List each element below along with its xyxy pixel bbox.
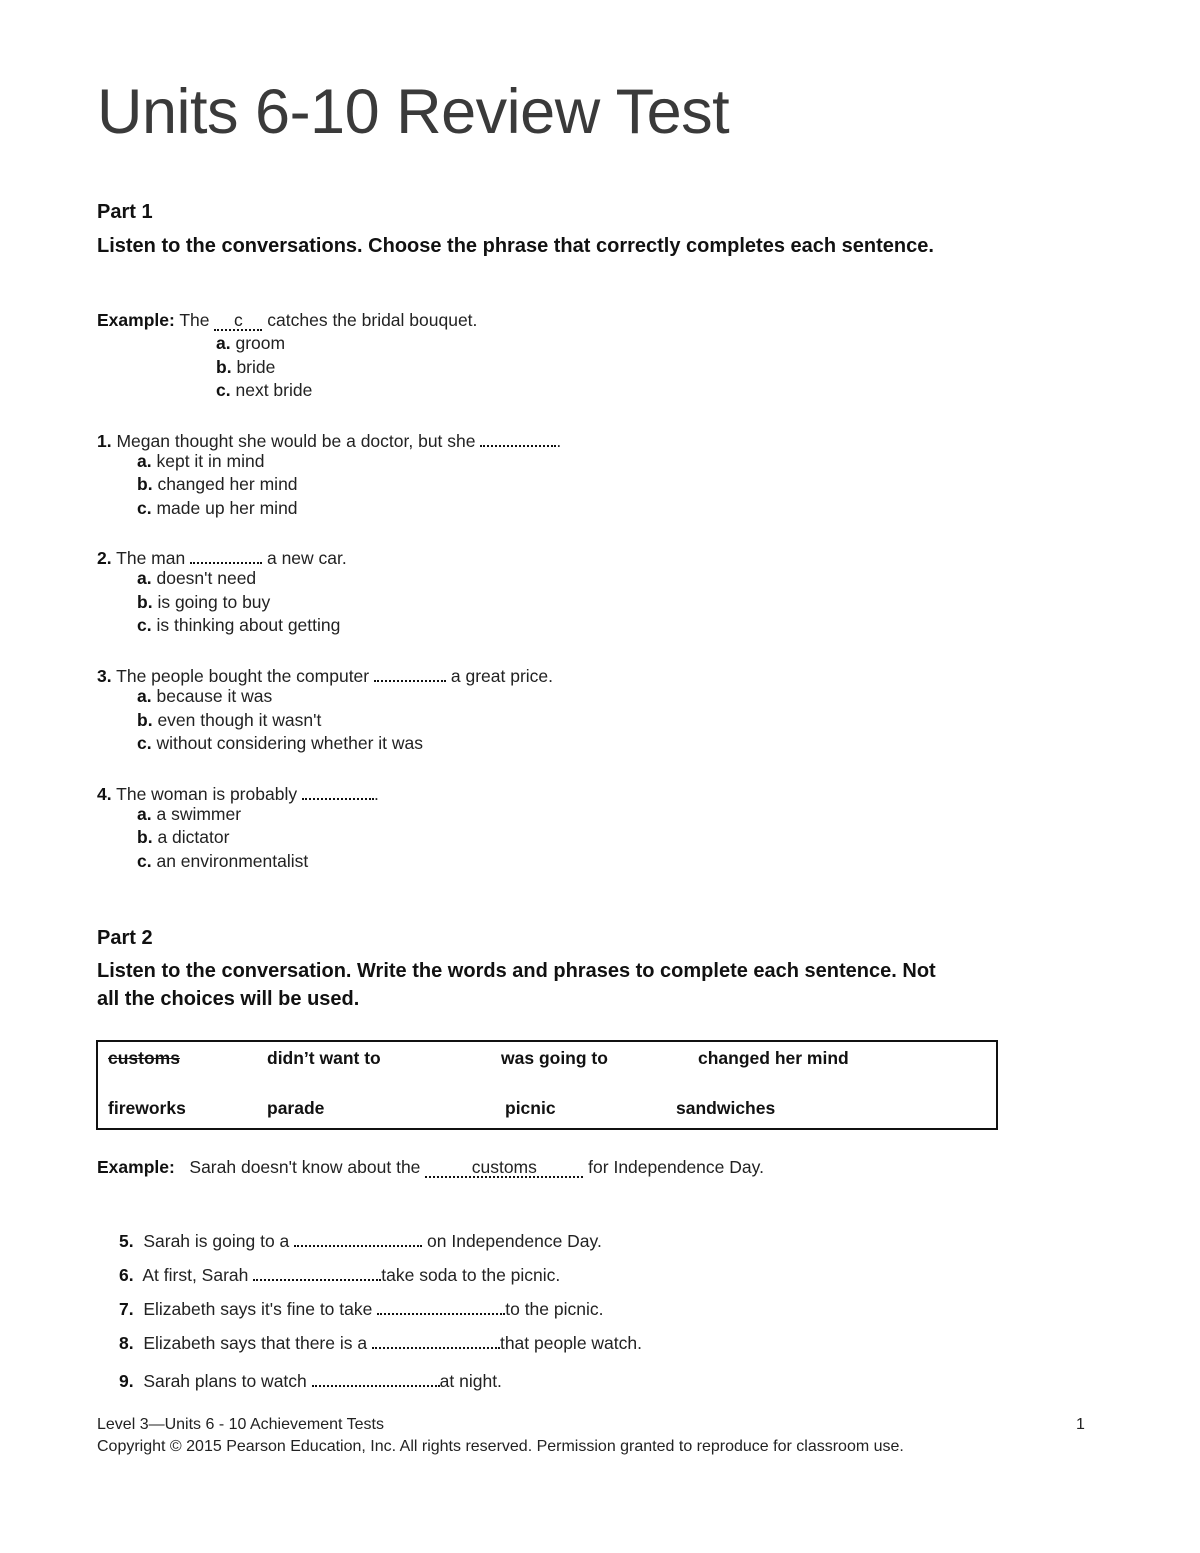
part1-instructions: Listen to the conversations. Choose the phrase that correctly completes each sentence. xyxy=(97,235,934,257)
page-title: Units 6-10 Review Test xyxy=(97,77,730,147)
q3-option-b[interactable]: b. even though it wasn't xyxy=(137,710,322,730)
question-7: 7. Elizabeth says it's fine to take to the picnic. xyxy=(119,1295,603,1320)
example-label: Example: xyxy=(97,1157,175,1177)
question-3: 3. The people bought the computer a great price. xyxy=(97,662,553,687)
question-5: 5. Sarah is going to a on Independence Day. xyxy=(119,1227,602,1252)
question-2: 2. The man a new car. xyxy=(97,544,347,569)
example-answer-blank: c xyxy=(214,311,262,331)
page-number: 1 xyxy=(1076,1416,1085,1433)
word-bank-item-sandwiches: sandwiches xyxy=(676,1098,776,1118)
q2-option-a[interactable]: a. doesn't need xyxy=(137,568,257,588)
part2-instructions-line1: Listen to the conversation. Write the words and phrases to complete each sentence. Not xyxy=(97,960,936,982)
q2-option-b[interactable]: b. is going to buy xyxy=(137,592,271,612)
q3-option-a[interactable]: a. because it was xyxy=(137,686,273,706)
q1-option-b[interactable]: b. changed her mind xyxy=(137,474,298,494)
word-bank-box xyxy=(96,1040,998,1130)
word-bank-item-fireworks: fireworks xyxy=(108,1098,186,1118)
answer-blank[interactable] xyxy=(312,1367,440,1387)
part1-example-line xyxy=(97,310,477,331)
answer-blank[interactable] xyxy=(377,1295,505,1315)
part2-heading: Part 2 xyxy=(97,927,153,949)
q4-option-b[interactable]: b. a dictator xyxy=(137,827,230,847)
example-label: Example: xyxy=(97,310,175,330)
example-option-b: b. bride xyxy=(216,357,276,377)
answer-blank[interactable] xyxy=(372,1329,500,1349)
q1-option-c[interactable]: c. made up her mind xyxy=(137,498,298,518)
example-option-c: c. next bride xyxy=(216,380,313,400)
part2-instructions-line2: all the choices will be used. xyxy=(97,988,360,1010)
example-option-a: a. groom xyxy=(216,333,286,353)
q1-option-a[interactable]: a. kept it in mind xyxy=(137,451,265,471)
answer-blank[interactable] xyxy=(294,1227,422,1247)
answer-blank[interactable] xyxy=(253,1261,381,1281)
footer-copyright: Copyright © 2015 Pearson Education, Inc. All rights reserved. Permission granted to reproduce for classroom use. xyxy=(97,1438,904,1455)
example-text-after: catches the bridal bouquet. xyxy=(267,310,478,330)
q2-option-c[interactable]: c. is thinking about getting xyxy=(137,615,341,635)
answer-blank[interactable] xyxy=(302,780,374,800)
word-bank-item-customs: customs xyxy=(108,1048,180,1068)
word-bank-item-parade: parade xyxy=(267,1098,325,1118)
answer-blank[interactable] xyxy=(480,427,556,447)
answer-blank[interactable] xyxy=(190,544,262,564)
word-bank-item-picnic: picnic xyxy=(505,1098,556,1118)
example-answer-blank: customs xyxy=(425,1158,583,1178)
q4-option-c[interactable]: c. an environmentalist xyxy=(137,851,309,871)
answer-blank[interactable] xyxy=(374,662,446,682)
question-8: 8. Elizabeth says that there is a that people watch. xyxy=(119,1329,642,1354)
word-bank-item-didnt-want-to: didn’t want to xyxy=(267,1048,381,1068)
question-9: 9. Sarah plans to watch at night. xyxy=(119,1367,502,1392)
word-bank-item-changed-her-mind: changed her mind xyxy=(698,1048,849,1068)
q3-option-c[interactable]: c. without considering whether it was xyxy=(137,733,424,753)
q4-option-a[interactable]: a. a swimmer xyxy=(137,804,242,824)
part1-heading: Part 1 xyxy=(97,201,153,223)
question-1: 1. Megan thought she would be a doctor, but she . xyxy=(97,427,561,452)
part2-example-line: Example: Sarah doesn't know about the customs for Independence Day. xyxy=(97,1157,764,1177)
footer-level: Level 3—Units 6 - 10 Achievement Tests xyxy=(97,1416,384,1433)
question-6: 6. At first, Sarah take soda to the picnic. xyxy=(119,1261,560,1286)
word-bank-item-was-going-to: was going to xyxy=(501,1048,608,1068)
question-4: 4. The woman is probably . xyxy=(97,780,379,805)
example-text-before: The xyxy=(179,310,210,330)
